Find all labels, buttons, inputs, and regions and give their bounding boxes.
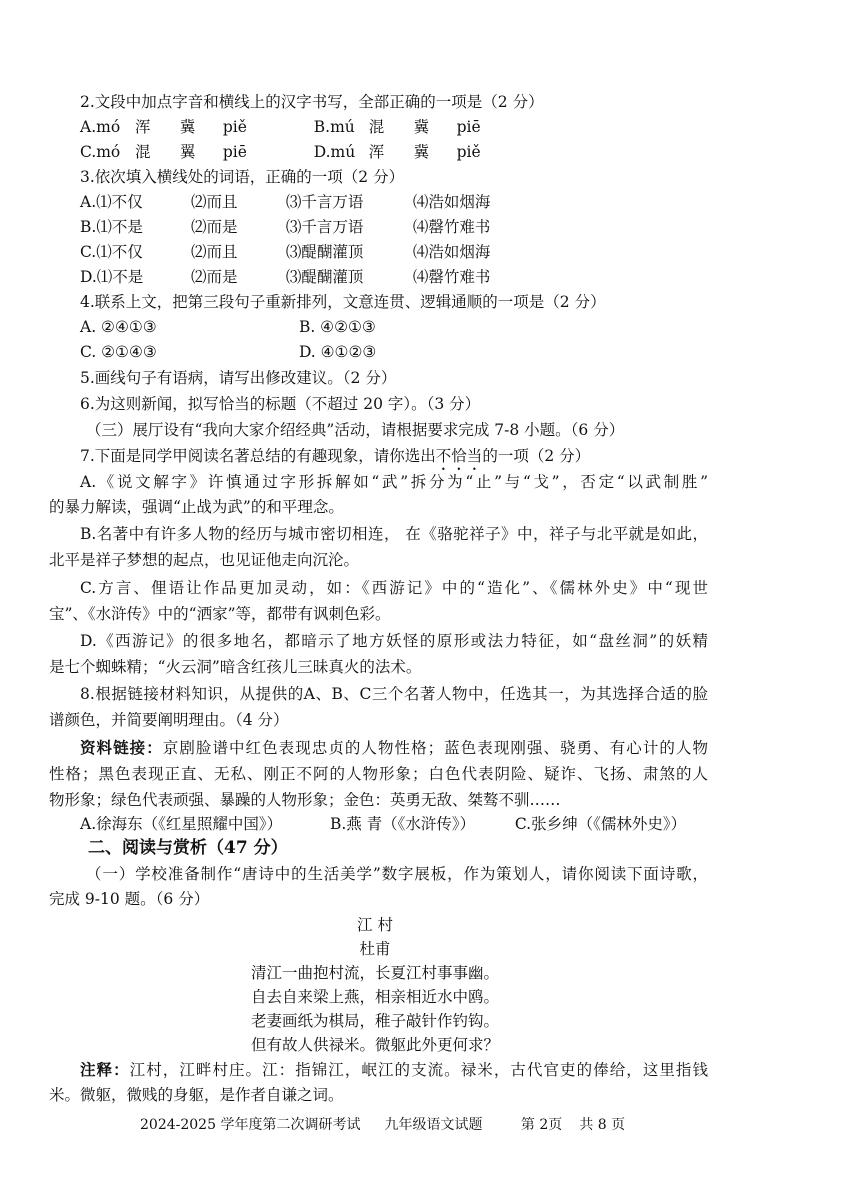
q8-choice-a: A.徐海东（《红星照耀中国》） [80,815,283,833]
part2-heading: 二、阅读与赏析（47 分） [88,838,288,858]
q2-option-b-char1: 混 [368,118,385,136]
q7-option-d-line1: D.《西游记》的很多地名，都暗示了地方妖怪的原形或法力特征，如“盘丝洞”的妖精 [80,632,708,650]
q7-option-b-line2: 北平是祥子梦想的起点，也见证他走向沉沦。 [49,551,360,569]
q7-option-c-line1: C.方言、俚语让作品更加灵动，如：《西游记》中的“造化”、《儒林外史》中“现世 [80,579,708,597]
poem-line: 清江一曲抱村流，长夏江村事事幽。 [250,964,499,982]
poem-note-label: 注释： [80,1060,130,1079]
q2-option-d-char1: 浑 [368,143,385,161]
q5-stem: 5.画线句子有语病，请写出修改建议。（2 分） [80,369,397,387]
q2-option-b-pinyin: piē [456,118,481,136]
q2-option-c-pinyin: piē [222,143,247,161]
q7-stem-after: 的一项（2 分） [482,447,591,465]
q8-link-line2: 性格；黑色表现正直、无私、刚正不阿的人物形象；白色代表阴险、疑诈、飞扬、肃煞的人 [49,765,708,783]
poem-note-line1 [80,1058,708,1082]
q3-option-a-1: A.⑴不仅 [80,193,143,211]
q2-option-c: C.mó [80,143,121,161]
poem-line: 自去自来梁上燕，相亲相近水中鸥。 [250,988,499,1006]
q8-link-line1 [80,736,708,760]
q3-option-c-1: C.⑴不仅 [80,243,143,261]
q3-option-a-4: ⑷浩如烟海 [412,193,491,211]
q7-stem-before: 7.下面是同学甲阅读名著总结的有趣现象，请你选出 [80,447,436,465]
poem-author: 杜甫 [359,940,391,958]
poem-note-text1: 江村，江畔村庄。江：指锦江，岷江的支流。禄米，古代官吏的俸给，这里指钱 [129,1061,708,1079]
footer-total-pages: 共 8 页 [579,1117,626,1133]
part2-intro-line1: （一）学校准备制作“唐诗中的生活美学”数字展板，作为策划人，请你阅读下面诗歌， [86,865,708,883]
q4-option-row [80,315,376,339]
q2-option-d: D.mú [313,143,356,161]
q3-option-c-3: ⑶醍醐灌顶 [285,243,364,261]
q2-option-row [80,140,481,164]
q3-option-b-1: B.⑴不是 [80,218,143,236]
q3-option-a [80,190,490,214]
q4-stem: 4.联系上文，把第三段句子重新排列，文意连贯、逻辑通顺的一项是（2 分） [80,293,606,311]
q3-option-b-4: ⑷罄竹难书 [412,218,491,236]
q7-option-d-line2: 是七个蜘蛛精；“火云洞”暗含红孩儿三昧真火的法术。 [49,658,422,676]
q7-option-a-line2: 的暴力解读，强调“止战为武”的和平理念。 [49,498,344,516]
q2-stem: 2.文段中加点字音和横线上的汉字书写，全部正确的一项是（2 分） [80,93,544,111]
footer-exam: 2024-2025 学年度第二次调研考试 [140,1117,361,1133]
q8-stem-line2: 谱颜色，并简要阐明理由。（4 分） [49,711,289,729]
q2-option-b: B.mú [313,118,355,136]
q8-choice-c: C.张乡绅（《儒林外史》） [514,815,687,833]
q3-option-d-2: ⑵而是 [190,268,238,286]
q4-option-a: A. ②④①③ [80,318,157,336]
q3-option-b [80,215,490,239]
q2-option-a-pinyin: piě [222,118,247,136]
q2-option-a-char2: 冀 [179,118,196,136]
q7-option-b-line1: B.名著中有许多人物的经历与城市密切相连， 在《骆驼祥子》中，祥子与北平就是如此， [80,525,708,543]
q3-option-c [80,240,490,264]
q2-option-row [80,115,481,139]
q3-option-d-4: ⑷罄竹难书 [412,268,491,286]
q2-option-a-char1: 浑 [134,118,151,136]
q2-option-c-char1: 混 [134,143,151,161]
q3-option-d-3: ⑶醍醐灌顶 [285,268,364,286]
q6-stem: 6.为这则新闻，拟写恰当的标题（不超过 20 字）。（3 分） [80,395,481,413]
q2-option-b-char2: 冀 [413,118,430,136]
q8-choices [80,812,686,836]
q8-link-line3: 物形象；绿色代表顽强、暴躁的人物形象；金色：英勇无敌、桀骜不驯…… [49,791,561,809]
poem-line: 老妻画纸为棋局，稚子敲针作钓钩。 [250,1012,499,1030]
q7-option-a-line1: A.《说文解字》许慎通过字形拆解如“武”拆分为“止”与“戈”，否定“以武制胜” [80,473,708,491]
q3-stem: 3.依次填入横线处的词语，正确的一项（2 分） [80,168,405,186]
part2-intro-line2: 完成 9-10 题。（6 分） [49,890,210,908]
q3-option-c-4: ⑷浩如烟海 [412,243,491,261]
q7-stem-emphasis: 不恰当 [435,447,483,465]
q3-option-c-2: ⑵而且 [190,243,238,261]
footer-page-number: 第 2页 [520,1117,563,1133]
q4-option-row [80,340,376,364]
q8-stem-line1: 8.根据链接材料知识，从提供的A、B、C三个名著人物中，任选其一，为其选择合适的脸 [80,685,708,703]
poem-title: 江 村 [357,916,393,934]
poem-line: 但有故人供禄米。微躯此外更何求？ [250,1036,499,1054]
q4-option-b: B. ④②①③ [298,318,376,336]
q3-option-a-3: ⑶千言万语 [285,193,364,211]
q2-option-a: A.mó [80,118,121,136]
footer-subject: 九年级语文试题 [384,1117,483,1133]
q3-option-b-3: ⑶千言万语 [285,218,364,236]
q8-choice-b: B.燕 青（《水浒传》） [329,815,476,833]
poem-note-line2: 米。微躯，微贱的身躯，是作者自谦之词。 [49,1086,344,1104]
q3-option-d-1: D.⑴不是 [80,268,144,286]
q3-option-b-2: ⑵而是 [190,218,238,236]
q8-link-text1: 京剧脸谱中红色表现忠贞的人物性格；蓝色表现刚强、骁勇、有心计的人物 [162,739,708,757]
q2-option-d-pinyin: piě [456,143,481,161]
q2-option-d-char2: 冀 [413,143,430,161]
q8-link-label: 资料链接： [80,738,163,757]
q4-option-d: D. ④①②③ [298,343,377,361]
q7-option-c-line2: 宝”、《水浒传》中的“洒家”等，都带有讽刺色彩。 [49,605,391,623]
page-footer [140,1113,625,1137]
q2-option-c-char2: 翼 [179,143,196,161]
section3-heading: （三）展厅设有“我向大家介绍经典”活动，请根据要求完成 7-8 小题。（6 分） [86,421,625,439]
q3-option-a-2: ⑵而且 [190,193,238,211]
q4-option-c: C. ②①④③ [80,343,157,361]
q3-option-d [80,265,490,289]
